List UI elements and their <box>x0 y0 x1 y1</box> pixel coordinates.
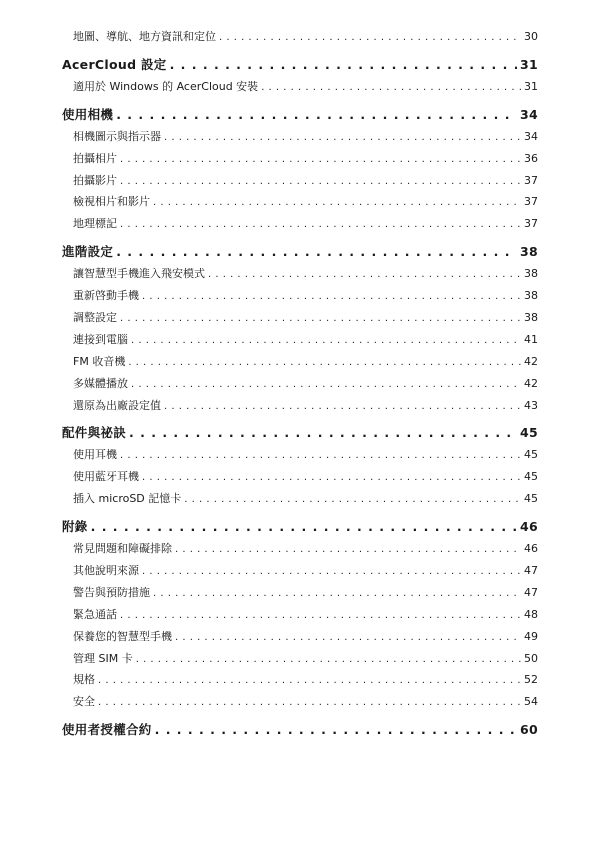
toc-entry-page: 42 <box>524 376 538 390</box>
leader-dots <box>116 104 517 126</box>
leader-dots <box>116 241 517 263</box>
toc-chapter-title: 配件與祕訣 <box>62 425 127 441</box>
toc-entry-title: 保養您的智慧型手機 <box>73 629 172 643</box>
table-of-contents <box>62 26 538 741</box>
leader-dots <box>131 330 521 351</box>
toc-entry-title: FM 收音機 <box>73 354 126 368</box>
toc-entry-page: 49 <box>524 629 538 643</box>
toc-chapter-title: 使用者授權合約 <box>62 722 152 738</box>
toc-entry[interactable] <box>62 126 538 148</box>
toc-entry[interactable] <box>62 444 538 466</box>
leader-dots <box>153 192 521 213</box>
toc-entry-title: 管理 SIM 卡 <box>73 651 133 665</box>
toc-entry[interactable] <box>62 76 538 98</box>
toc-entry[interactable] <box>62 604 538 626</box>
leader-dots <box>142 286 521 307</box>
toc-entry-page: 38 <box>524 289 538 303</box>
toc-entry[interactable] <box>62 213 538 235</box>
leader-dots <box>155 719 517 741</box>
toc-entry-title: 還原為出廠設定值 <box>73 398 161 412</box>
toc-entry-page: 34 <box>524 129 538 143</box>
toc-chapter-page: 34 <box>520 106 538 122</box>
toc-entry[interactable] <box>62 170 538 192</box>
toc-entry-title: 地理標記 <box>73 217 117 231</box>
toc-chapter[interactable] <box>62 239 538 263</box>
toc-entry-page: 45 <box>524 470 538 484</box>
leader-dots <box>261 77 521 98</box>
toc-entry[interactable] <box>62 466 538 488</box>
toc-entry-title: 拍攝影片 <box>73 173 117 187</box>
toc-chapter-title: 進階設定 <box>62 244 114 260</box>
toc-entry-title: 相機圖示與指示器 <box>73 129 161 143</box>
toc-entry[interactable] <box>62 488 538 510</box>
toc-entry[interactable] <box>62 538 538 560</box>
toc-entry-title: 常見問題和障礙排除 <box>73 542 172 556</box>
toc-entry-page: 46 <box>524 542 538 556</box>
toc-entry[interactable] <box>62 582 538 604</box>
toc-entry-page: 38 <box>524 311 538 325</box>
toc-entry[interactable] <box>62 263 538 285</box>
toc-entry-title: 檢視相片和影片 <box>73 195 150 209</box>
toc-entry-title: 警告與預防措施 <box>73 585 150 599</box>
leader-dots <box>120 214 521 235</box>
toc-chapter-title: AcerCloud 設定 <box>62 56 167 72</box>
leader-dots <box>175 627 521 648</box>
toc-entry-page: 37 <box>524 195 538 209</box>
toc-chapter-page: 45 <box>520 425 538 441</box>
toc-entry-title: 地圖、導航、地方資訊和定位 <box>73 30 216 43</box>
toc-chapter[interactable] <box>62 717 538 741</box>
leader-dots <box>142 467 521 488</box>
toc-entry-page: 48 <box>524 607 538 621</box>
toc-entry[interactable] <box>62 395 538 417</box>
toc-entry-title: 使用藍牙耳機 <box>73 470 139 484</box>
leader-dots <box>153 583 521 604</box>
toc-entry-title: 適用於 Windows 的 AcerCloud 安裝 <box>73 79 259 93</box>
leader-dots <box>184 489 521 510</box>
leader-dots <box>136 649 521 670</box>
toc-chapter-page: 46 <box>520 519 538 535</box>
toc-chapter[interactable] <box>62 514 538 538</box>
leader-dots <box>98 670 521 691</box>
toc-entry-title: 使用耳機 <box>73 448 117 462</box>
toc-chapter[interactable] <box>62 52 538 76</box>
toc-entry-title: 插入 microSD 記憶卡 <box>73 492 182 506</box>
toc-chapter[interactable] <box>62 102 538 126</box>
toc-entry[interactable] <box>62 626 538 648</box>
toc-entry-title: 規格 <box>73 673 95 687</box>
toc-entry-page: 42 <box>524 354 538 368</box>
toc-entry-page: 45 <box>524 448 538 462</box>
toc-entry[interactable] <box>62 26 538 48</box>
toc-entry[interactable] <box>62 373 538 395</box>
toc-entry[interactable] <box>62 148 538 170</box>
toc-entry-title: 安全 <box>73 695 95 709</box>
toc-entry-page: 30 <box>524 30 538 43</box>
leader-dots <box>120 171 521 192</box>
leader-dots <box>120 605 521 626</box>
toc-entry-page: 36 <box>524 151 538 165</box>
toc-chapter-page: 60 <box>520 722 538 738</box>
toc-entry-page: 47 <box>524 585 538 599</box>
toc-entry[interactable] <box>62 351 538 373</box>
leader-dots <box>164 396 521 417</box>
toc-entry-title: 拍攝相片 <box>73 151 117 165</box>
leader-dots <box>208 264 521 285</box>
toc-entry-page: 47 <box>524 564 538 578</box>
leader-dots <box>129 422 517 444</box>
leader-dots <box>120 445 521 466</box>
toc-entry-page: 45 <box>524 492 538 506</box>
leader-dots <box>120 149 521 170</box>
toc-entry[interactable] <box>62 307 538 329</box>
toc-entry-page: 37 <box>524 173 538 187</box>
toc-entry-page: 37 <box>524 217 538 231</box>
leader-dots <box>219 27 521 48</box>
toc-entry-title: 讓智慧型手機進入飛安模式 <box>73 267 205 281</box>
toc-entry-page: 31 <box>524 79 538 93</box>
toc-entry[interactable] <box>62 691 538 713</box>
leader-dots <box>91 516 517 538</box>
toc-entry[interactable] <box>62 669 538 691</box>
toc-entry-title: 重新啓動手機 <box>73 289 139 303</box>
toc-entry[interactable] <box>62 560 538 582</box>
leader-dots <box>98 692 521 713</box>
toc-entry[interactable] <box>62 191 538 213</box>
toc-chapter-title: 附錄 <box>62 519 88 535</box>
toc-entry-title: 緊急通話 <box>73 607 117 621</box>
toc-entry-page: 52 <box>524 673 538 687</box>
toc-entry-page: 38 <box>524 267 538 281</box>
toc-entry[interactable] <box>62 648 538 670</box>
leader-dots <box>170 54 517 76</box>
toc-entry-page: 41 <box>524 332 538 346</box>
toc-entry-title: 調整設定 <box>73 311 117 325</box>
toc-entry-title: 連接到電腦 <box>73 332 128 346</box>
leader-dots <box>164 127 521 148</box>
toc-entry-title: 多媒體播放 <box>73 376 128 390</box>
toc-chapter-page: 31 <box>520 56 538 72</box>
leader-dots <box>120 308 521 329</box>
leader-dots <box>142 561 521 582</box>
toc-chapter[interactable] <box>62 420 538 444</box>
toc-entry[interactable] <box>62 329 538 351</box>
toc-entry-page: 50 <box>524 651 538 665</box>
leader-dots <box>128 352 521 373</box>
toc-entry-page: 54 <box>524 695 538 709</box>
toc-entry-title: 其他說明來源 <box>73 564 139 578</box>
leader-dots <box>131 374 521 395</box>
toc-chapter-title: 使用相機 <box>62 106 114 122</box>
toc-entry-page: 43 <box>524 398 538 412</box>
leader-dots <box>175 539 521 560</box>
toc-entry[interactable] <box>62 285 538 307</box>
toc-chapter-page: 38 <box>520 244 538 260</box>
